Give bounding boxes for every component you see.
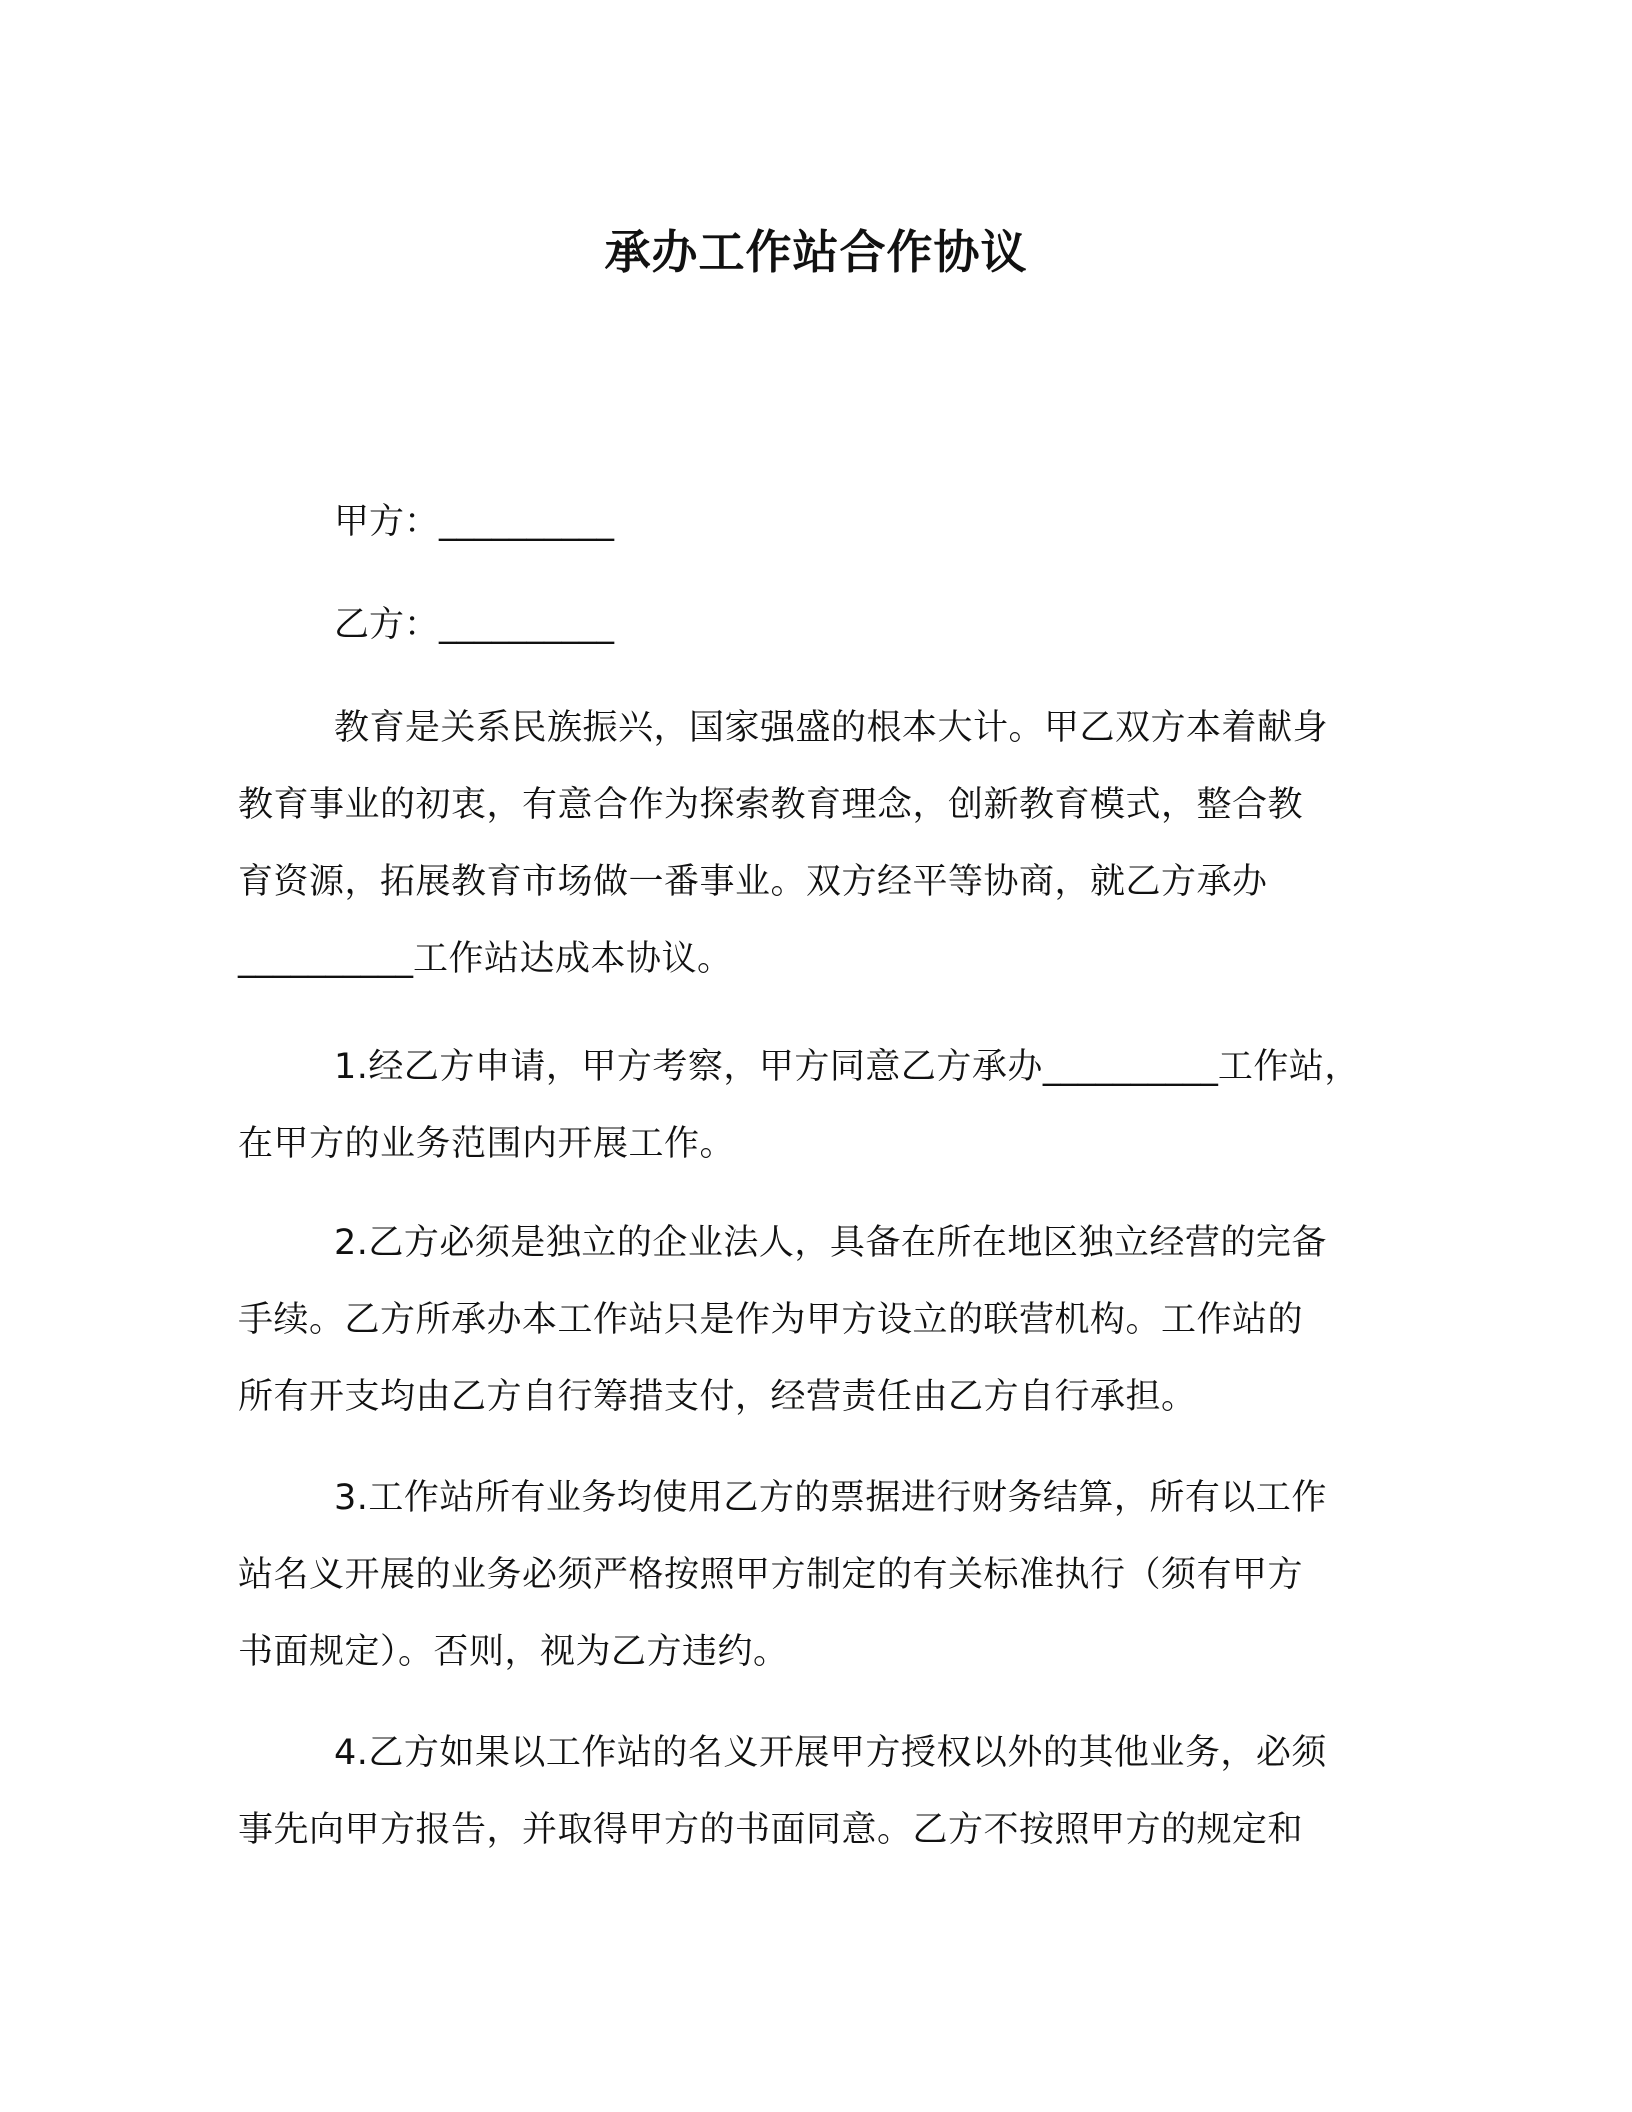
intro-station-blank: __________	[238, 939, 413, 979]
clause-2-paragraph	[238, 1205, 1398, 1436]
intro-line-4	[238, 921, 1398, 998]
clause-2-line-2: 手续。乙方所承办本工作站只是作为甲方设立的联营机构。工作站的	[238, 1300, 1304, 1340]
intro-line-2: 教育事业的初衷，有意合作为探索教育理念，创新教育模式，整合教	[238, 785, 1304, 825]
clause-3-paragraph	[238, 1460, 1398, 1691]
clause-2-line-3: 所有开支均由乙方自行筹措支付，经营责任由乙方自行承担。	[238, 1377, 1197, 1417]
intro-line-1: 教育是关系民族振兴，国家强盛的根本大计。甲乙双方本着献身	[334, 708, 1329, 748]
clause-3-line-1: 3.工作站所有业务均使用乙方的票据进行财务结算，所有以工作	[334, 1478, 1327, 1518]
page-title: 承办工作站合作协议	[604, 225, 1028, 279]
clause-4-paragraph	[238, 1715, 1398, 1869]
party-b-label: 乙方：	[334, 605, 440, 645]
intro-line-3: 育资源，拓展教育市场做一番事业。双方经平等协商，就乙方承办	[238, 862, 1268, 902]
clause-1-line-1-text: 1.经乙方申请，甲方考察，甲方同意乙方承办	[334, 1047, 1043, 1087]
clause-4-line-2: 事先向甲方报告，并取得甲方的书面同意。乙方不按照甲方的规定和	[238, 1810, 1304, 1850]
clause-3-line-2: 站名义开展的业务必须严格按照甲方制定的有关标准执行（须有甲方	[238, 1555, 1304, 1595]
party-a-line	[334, 497, 614, 547]
clause-4-line-1: 4.乙方如果以工作站的名义开展甲方授权以外的其他业务，必须	[334, 1733, 1327, 1773]
clause-3-line-3: 书面规定）。否则，视为乙方违约。	[238, 1632, 789, 1672]
party-a-label: 甲方：	[334, 502, 440, 542]
clause-1-line-2: 在甲方的业务范围内开展工作。	[238, 1124, 736, 1164]
clause-2-line-1: 2.乙方必须是独立的企业法人，具备在所在地区独立经营的完备	[334, 1223, 1327, 1263]
intro-line-4-text: 工作站达成本协议。	[413, 939, 733, 979]
party-b-blank: __________	[439, 605, 615, 645]
party-b-line	[334, 600, 614, 650]
party-a-blank: __________	[439, 502, 615, 542]
clause-1-paragraph	[238, 1029, 1398, 1183]
intro-paragraph	[238, 690, 1398, 998]
clause-1-station-blank: __________	[1042, 1047, 1218, 1087]
clause-1-line-1-tail: 工作站，	[1217, 1047, 1360, 1087]
clause-1-line-1	[238, 1029, 1398, 1106]
